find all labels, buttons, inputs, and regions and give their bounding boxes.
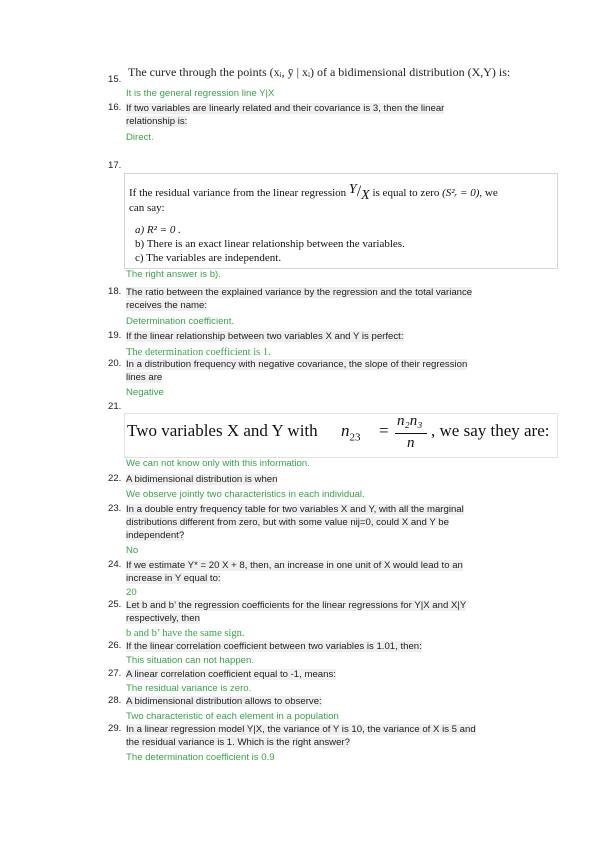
question-number: 15. — [108, 74, 122, 85]
question-number: 19. — [108, 330, 122, 341]
equals-sign: = — [379, 421, 389, 440]
question-text: The ratio between the explained variance by the regression and the total variance — [126, 287, 473, 298]
question-number: 21. — [108, 401, 122, 412]
question-text: , we — [479, 187, 498, 199]
answer-text: The determination coefficient is 1. — [126, 347, 271, 358]
answer-text: Direct. — [126, 132, 154, 143]
answer-text: We observe jointly two characteristics in each individual. — [126, 489, 365, 500]
question-number: 23. — [108, 503, 122, 514]
answer-text: The right answer is b). — [126, 269, 221, 280]
answer-text: The residual variance is zero. — [126, 683, 252, 694]
question-text: respectively, then — [126, 613, 200, 624]
answer-text: We can not know only with this information. — [126, 458, 310, 469]
question-number: 17. — [108, 160, 122, 171]
question-text: relationship is: — [126, 116, 188, 127]
question-text: increase in Y equal to: — [126, 573, 221, 584]
answer-text: Determination coefficient. — [126, 316, 235, 327]
question-number: 18. — [108, 286, 122, 297]
question-text: can say: — [129, 202, 165, 214]
question-text: the residual variance is 1. Which is the right answer? — [126, 737, 350, 748]
n23-symbol: $n_{23}$ — [341, 421, 361, 444]
question-number: 26. — [108, 640, 122, 651]
question-text: If we estimate Y* = 20 X + 8, then, an increase in one unit of X would lead to an — [126, 560, 463, 571]
question-number: 22. — [108, 473, 122, 484]
answer-text: No — [126, 545, 139, 556]
question-text: A bidimensional distribution is when — [126, 474, 278, 485]
question-image-box: If the residual variance from the linear regression Y/X is equal to zero (S²ᵣ = 0), we can say: a) R² = 0 . b) There is an exact linear relationship between the variables. c) The variables are independent. — [124, 173, 558, 269]
question-text: If the residual variance from the linear regression — [129, 187, 347, 199]
question-image-box — [124, 413, 558, 458]
answer-text: This situation can not happen. — [126, 655, 255, 666]
question-number: 29. — [108, 723, 122, 734]
question-text: In a distribution frequency with negative covariance, the slope of their regression — [126, 359, 468, 370]
question-number: 16. — [108, 102, 122, 113]
fraction-numerator: Y — [348, 182, 357, 197]
option-c: c) The variables are independent. — [135, 252, 282, 264]
question-number: 20. — [108, 358, 122, 369]
equation: (S²ᵣ = 0) — [442, 187, 480, 199]
question-text: If the linear relationship between two variables X and Y is perfect: — [126, 331, 404, 342]
question-number: 28. — [108, 695, 122, 706]
question-text: receives the name: — [126, 300, 208, 311]
answer-text: Two characteristic of each element in a population — [126, 711, 339, 722]
question-text: A bidimensional distribution allows to observe: — [126, 696, 322, 707]
question-number: 27. — [108, 668, 122, 679]
answer-text: The determination coefficient is 0.9 — [126, 752, 275, 763]
question-number: 25. — [108, 599, 122, 610]
question-text: distributions different from zero, but with some value nij=0, could X and Y be — [126, 517, 449, 528]
question-text: In a linear regression model Y|X, the variance of Y is 10, the variance of X is 5 and — [126, 724, 476, 735]
question-text: Let b and b’ the regression coefficients for the linear regressions for Y|X and X|Y — [126, 600, 467, 611]
fraction-bar — [395, 433, 427, 434]
question-text: , we say they are: — [431, 421, 550, 440]
answer-text: Negative — [126, 387, 164, 398]
question-text: lines are — [126, 372, 163, 383]
option-b: b) There is an exact linear relationship between the variables. — [135, 238, 405, 250]
answer-text: 20 — [126, 587, 137, 598]
option-a: a) R² = 0 . — [135, 224, 181, 236]
fraction-denominator: n — [407, 435, 415, 451]
question-text: If the linear correlation coefficient between two variables is 1.01, then: — [126, 641, 422, 652]
question-text: In a double entry frequency table for two variables X and Y, with all the marginal — [126, 504, 464, 515]
question-text: If two variables are linearly related and their covariance is 3, then the linear — [126, 103, 445, 114]
question-text: The curve through the points (xᵢ, ȳ | xᵢ) of a bidimensional distribution (X,Y) is: — [128, 65, 511, 79]
fraction-numerator: n₂n₃ — [397, 413, 423, 429]
answer-text: b and b’ have the same sign. — [126, 628, 245, 639]
answer-text: It is the general regression line Y|X — [126, 88, 275, 99]
question-text: A linear correlation coefficient equal to -1, means: — [126, 669, 336, 680]
question-text: independent? — [126, 530, 185, 541]
question-number: 24. — [108, 559, 122, 570]
fraction-denominator: X — [361, 188, 370, 203]
question-text: Two variables X and Y with — [127, 421, 318, 440]
question-text: is equal to zero — [372, 187, 440, 199]
